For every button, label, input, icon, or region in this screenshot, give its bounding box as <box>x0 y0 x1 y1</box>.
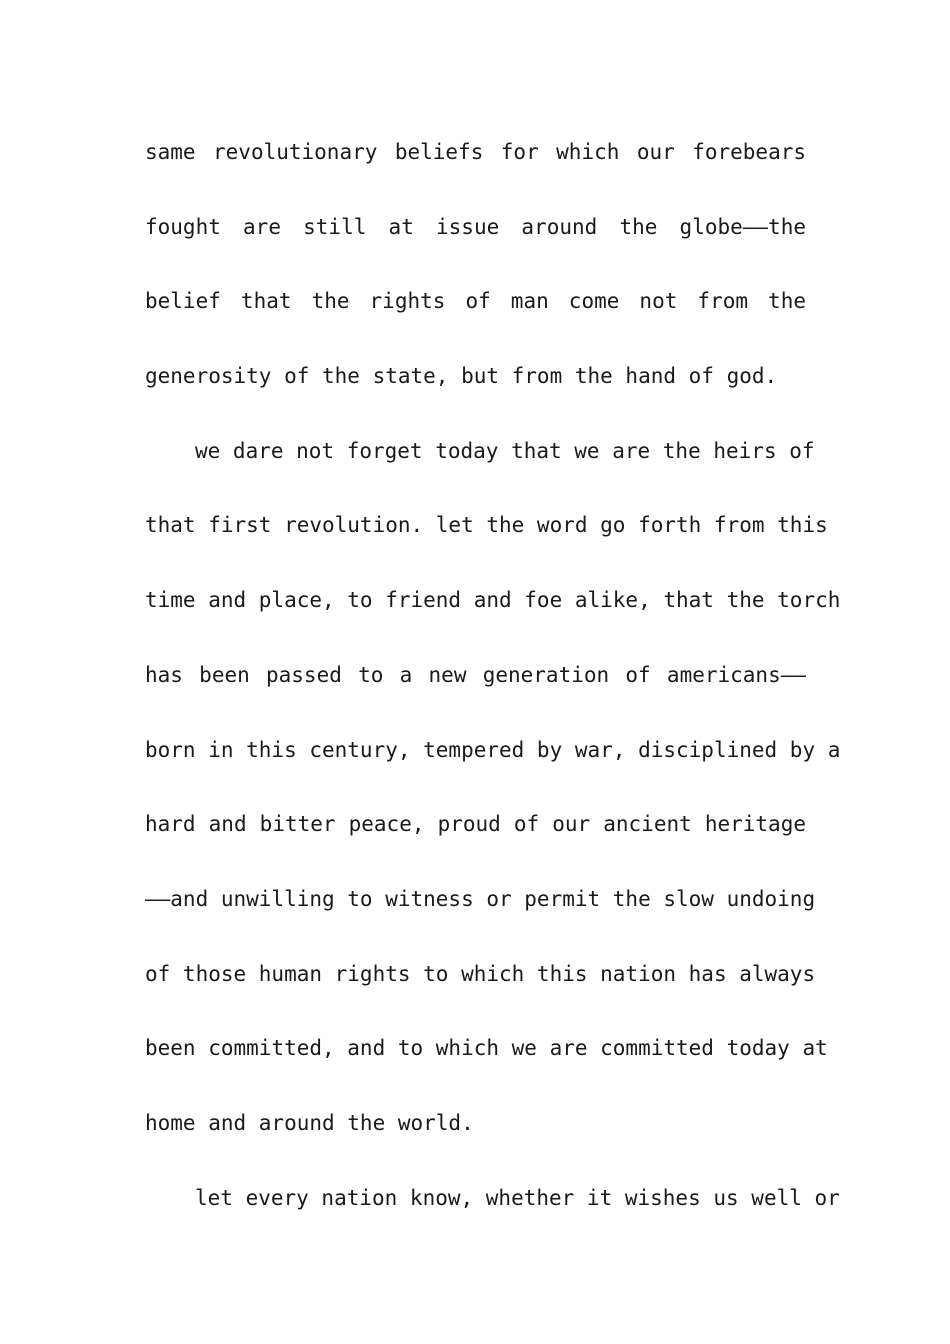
text-line: of those human rights to which this nation has always <box>145 961 816 986</box>
text-line: belief that the rights of man come not from the <box>145 289 806 314</box>
text-line: has been passed to a new generation of americans—— <box>145 662 806 687</box>
text-line: time and place, to friend and foe alike, that the torch <box>145 588 841 613</box>
paragraph-last-line: generosity of the state, but from the hand of god. <box>145 364 778 389</box>
paragraph-first-line: let every nation know, whether it wishes us well or <box>195 1185 840 1210</box>
text-line: same revolutionary beliefs for which our forebears <box>145 140 806 164</box>
text-line: that first revolution. let the word go forth from this <box>145 513 828 538</box>
text-line: born in this century, tempered by war, disciplined by a <box>145 737 841 762</box>
text-line: fought are still at issue around the globe——the <box>145 214 806 239</box>
text-line: hard and bitter peace, proud of our ancient heritage <box>145 812 806 837</box>
paragraph-first-line: we dare not forget today that we are the heirs of <box>195 438 815 463</box>
paragraph-last-line: home and around the world. <box>145 1110 474 1135</box>
document-body <box>145 133 841 1253</box>
text-line: been committed, and to which we are committed today at <box>145 1036 828 1061</box>
text-line: ——and unwilling to witness or permit the slow undoing <box>145 886 816 911</box>
